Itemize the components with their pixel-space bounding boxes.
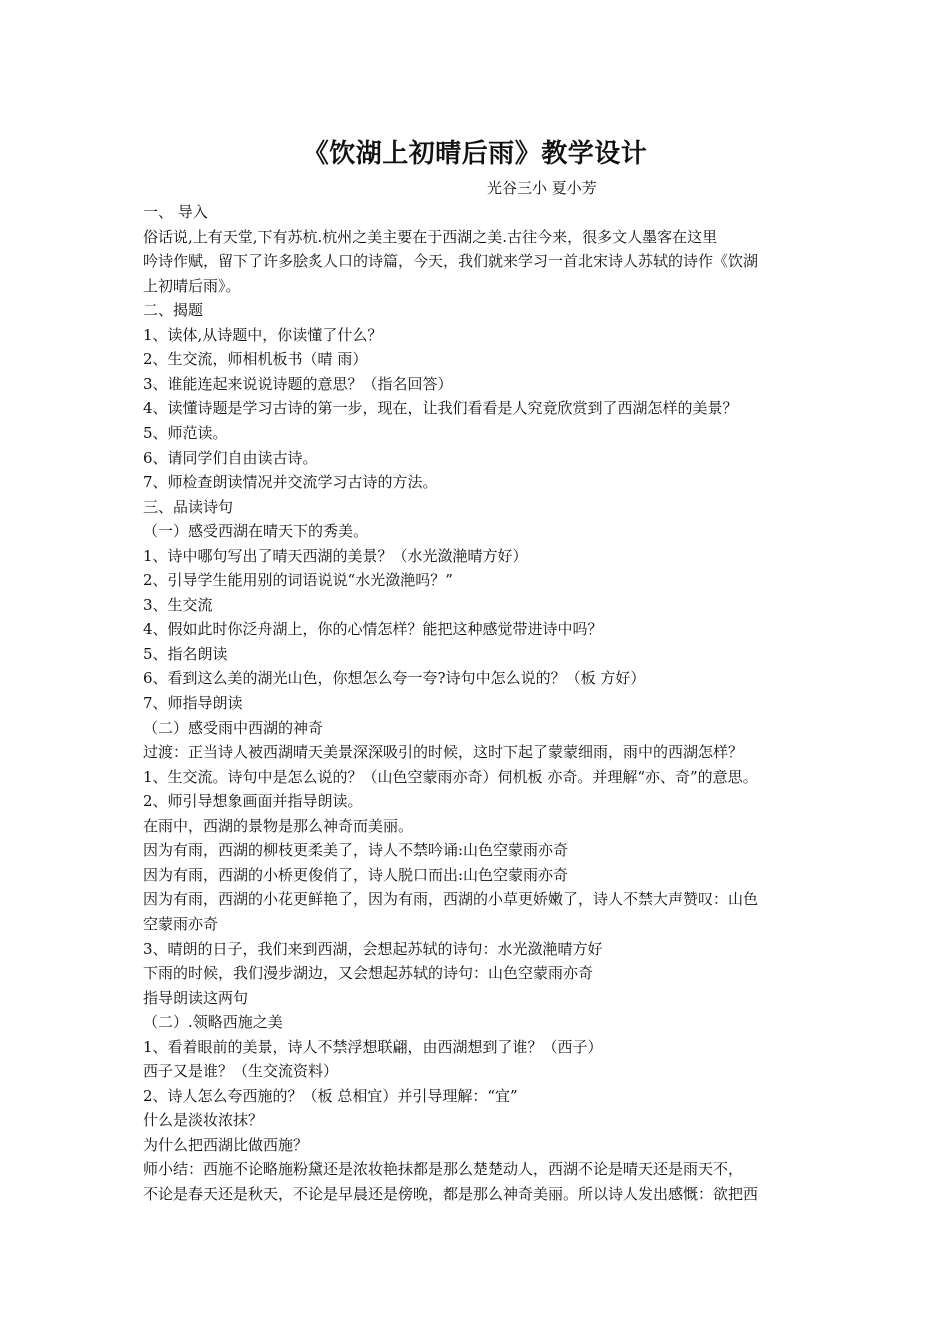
text-line: 西子又是谁？（生交流资料） xyxy=(143,1062,339,1081)
text-line: 什么是淡妆浓抹？ xyxy=(143,1111,264,1130)
text-line: 因为有雨，西湖的小花更鲜艳了，因为有雨，西湖的小草更娇嫩了，诗人不禁大声赞叹：山色 xyxy=(143,890,759,909)
text-line: 1、看着眼前的美景，诗人不禁浮想联翩，由西湖想到了谁？（西子） xyxy=(143,1037,603,1056)
text-line: 6、看到这么美的湖光山色，你想怎么夸一夸?诗句中怎么说的？（板 方好） xyxy=(143,669,646,688)
text-line: 二、揭题 xyxy=(143,301,204,320)
text-line: 因为有雨，西湖的小桥更俊俏了，诗人脱口而出:山色空蒙雨亦奇 xyxy=(143,865,569,884)
text-line: 3、谁能连起来说说诗题的意思？（指名回答） xyxy=(143,374,453,393)
text-line: 2、引导学生能用别的词语说说“水光潋滟吗？” xyxy=(143,571,453,590)
text-line: （二）感受雨中西湖的神奇 xyxy=(143,718,324,737)
text-line: 过渡：正当诗人被西湖晴天美景深深吸引的时候，这时下起了蒙蒙细雨，雨中的西湖怎样？ xyxy=(143,743,744,762)
text-line: 吟诗作赋，留下了许多脍炙人口的诗篇，今天，我们就来学习一首北宋诗人苏轼的诗作《饮湖 xyxy=(143,252,759,271)
text-line: 下雨的时候，我们漫步湖边，又会想起苏轼的诗句：山色空蒙雨亦奇 xyxy=(143,964,594,983)
text-line: 5、指名朗读 xyxy=(143,644,228,663)
text-line: 俗话说,上有天堂,下有苏杭.杭州之美主要在于西湖之美.古往今来，很多文人墨客在这里 xyxy=(143,227,718,246)
text-line: 7、师指导朗读 xyxy=(143,694,243,712)
text-line: 师小结：西施不论略施粉黛还是浓妆艳抹都是那么楚楚动人，西湖不论是晴天还是雨天不， xyxy=(143,1160,744,1179)
text-line: 2、诗人怎么夸西施的？（板 总相宜）并引导理解：“宜” xyxy=(143,1086,518,1105)
text-line: 空蒙雨亦奇 xyxy=(143,914,219,933)
text-line: 4、假如此时你泛舟湖上，你的心情怎样？能把这种感觉带进诗中吗？ xyxy=(143,620,603,639)
text-line: （二）.领略西施之美 xyxy=(143,1013,283,1032)
text-line: 1、生交流。诗句中是怎么说的？（山色空蒙雨亦奇）伺机板 亦奇。并理解“亦、奇”的意思。 xyxy=(143,767,758,786)
text-line: 3、生交流 xyxy=(143,595,213,614)
text-line: 指导朗读这两句 xyxy=(143,988,249,1007)
text-line: 上初晴后雨》。 xyxy=(143,276,241,295)
text-line: 1、读体,从诗题中，你读懂了什么？ xyxy=(143,325,383,344)
text-line: 在雨中，西湖的景物是那么神奇而美丽。 xyxy=(143,816,414,835)
text-line: 为什么把西湖比做西施？ xyxy=(143,1135,309,1154)
text-line: 2、生交流，师相机板书（晴 雨） xyxy=(143,350,368,369)
text-line: 7、师检查朗读情况并交流学习古诗的方法。 xyxy=(143,473,438,492)
text-line: 1、诗中哪句写出了晴天西湖的美景？（水光潋滟晴方好） xyxy=(143,546,528,565)
text-line: （一）感受西湖在晴天下的秀美。 xyxy=(143,522,369,541)
text-line: 因为有雨，西湖的柳枝更柔美了，诗人不禁吟诵:山色空蒙雨亦奇 xyxy=(143,841,569,860)
document-title: 《饮湖上初晴后雨》教学设计 xyxy=(302,139,648,169)
text-line: 6、请同学们自由读古诗。 xyxy=(143,448,318,467)
text-line: 3、晴朗的日子，我们来到西湖，会想起苏轼的诗句：水光潋滟晴方好 xyxy=(143,939,603,958)
author-line: 光谷三小 夏小芳 xyxy=(487,179,597,197)
text-line: 一、 导入 xyxy=(143,203,208,221)
text-line: 2、师引导想象画面并指导朗读。 xyxy=(143,792,363,811)
text-line: 三、品读诗句 xyxy=(143,497,234,516)
text-line: 5、师范读。 xyxy=(143,423,228,442)
text-line: 4、读懂诗题是学习古诗的第一步，现在，让我们看看是人究竟欣赏到了西湖怎样的美景？ xyxy=(143,399,738,418)
text-line: 不论是春天还是秋天，不论是早晨还是傍晚，都是那么神奇美丽。所以诗人发出感慨：欲把西 xyxy=(143,1185,759,1203)
